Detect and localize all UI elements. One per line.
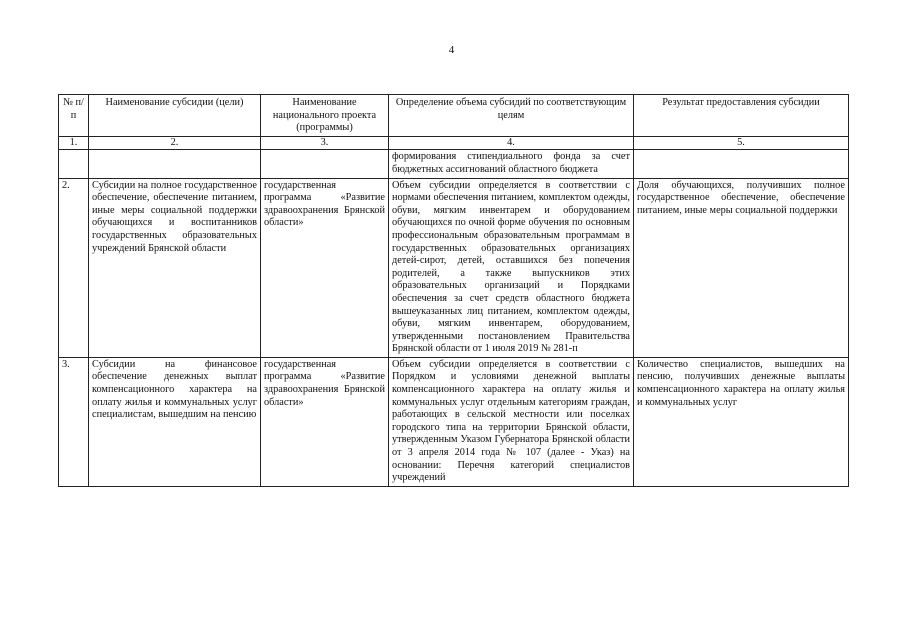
program-name: государственная программа «Развитие здравоохранения Брянской области»	[261, 178, 389, 357]
column-number: 5.	[634, 136, 849, 150]
table-row	[59, 178, 849, 357]
program-name: государственная программа «Развитие здравоохранения Брянской области»	[261, 357, 389, 486]
table-cell	[261, 150, 389, 178]
table-header-row	[59, 95, 849, 137]
row-number: 2.	[59, 178, 89, 357]
column-number: 2.	[89, 136, 261, 150]
continuation-text: формирования стипендиального фонда за счет бюджетных ассигнований областного бюджета	[389, 150, 634, 178]
column-number: 4.	[389, 136, 634, 150]
header-national-project: Наименование национального проекта (программы)	[261, 95, 389, 137]
page-number: 4	[448, 44, 455, 56]
subsidy-result: Доля обучающихся, получивших полное государственное обеспечение, обеспечение питанием, иные меры социальной поддержки	[634, 178, 849, 357]
column-number: 3.	[261, 136, 389, 150]
header-volume-definition: Определение объема субсидий по соответствующим целям	[389, 95, 634, 137]
subsidy-name: Субсидии на полное государственное обеспечение, обеспечение питанием, иные меры социальной поддержки обучающихся и воспитанников государственных образовательных учреждений Брянской области	[89, 178, 261, 357]
table-cell	[89, 150, 261, 178]
subsidy-table	[58, 94, 849, 487]
subsidy-name: Субсидии на финансовое обеспечение денежных выплат компенсационного характера на оплату жилья и коммунальных услуг специалистам, вышедшим на пенсию	[89, 357, 261, 486]
continuation-row	[59, 150, 849, 178]
column-number: 1.	[59, 136, 89, 150]
header-result: Результат предоставления субсидии	[634, 95, 849, 137]
subsidy-result: Количество специалистов, вышедших на пенсию, получивших денежные выплаты компенсационного характера на оплату жилья и коммунальных услуг	[634, 357, 849, 486]
row-number: 3.	[59, 357, 89, 486]
table-row	[59, 357, 849, 486]
column-number-row	[59, 136, 849, 150]
volume-definition: Объем субсидии определяется в соответствии с Порядком и условиями денежной выплаты компенсационного характера на оплату жилья и коммунальных услуг отдельным категориям граждан, работающих в сельской местности или поселках городского типа на территории Брянской области, утвержденным Указом Губернатора Брянской области от 3 апреля 2014 года № 107 (далее - Указ) на основании: Перечня категорий специалистов учреждений	[389, 357, 634, 486]
header-number: № п/п	[59, 95, 89, 137]
header-subsidy-name: Наименование субсидии (цели)	[89, 95, 261, 137]
volume-definition: Объем субсидии определяется в соответствии с нормами обеспечения питанием, комплектом одежды, обуви, мягким инвентарем и оборудованием обучающихся по очной форме обучения по основным профессиональным образовательным программам в государственных образовательных организациях детей-сирот, детей, оставшихся без попечения родителей, а также выпускников этих образовательных организаций и Порядками обеспечения за счет средств областного бюджета вышеуказанных лиц питанием, комплектом одежды, обуви, мягким инвентарем, оборудованием, утвержденными постановлением Правительства Брянской области от 1 июля 2019 № 281-п	[389, 178, 634, 357]
table-cell	[59, 150, 89, 178]
table-cell	[634, 150, 849, 178]
